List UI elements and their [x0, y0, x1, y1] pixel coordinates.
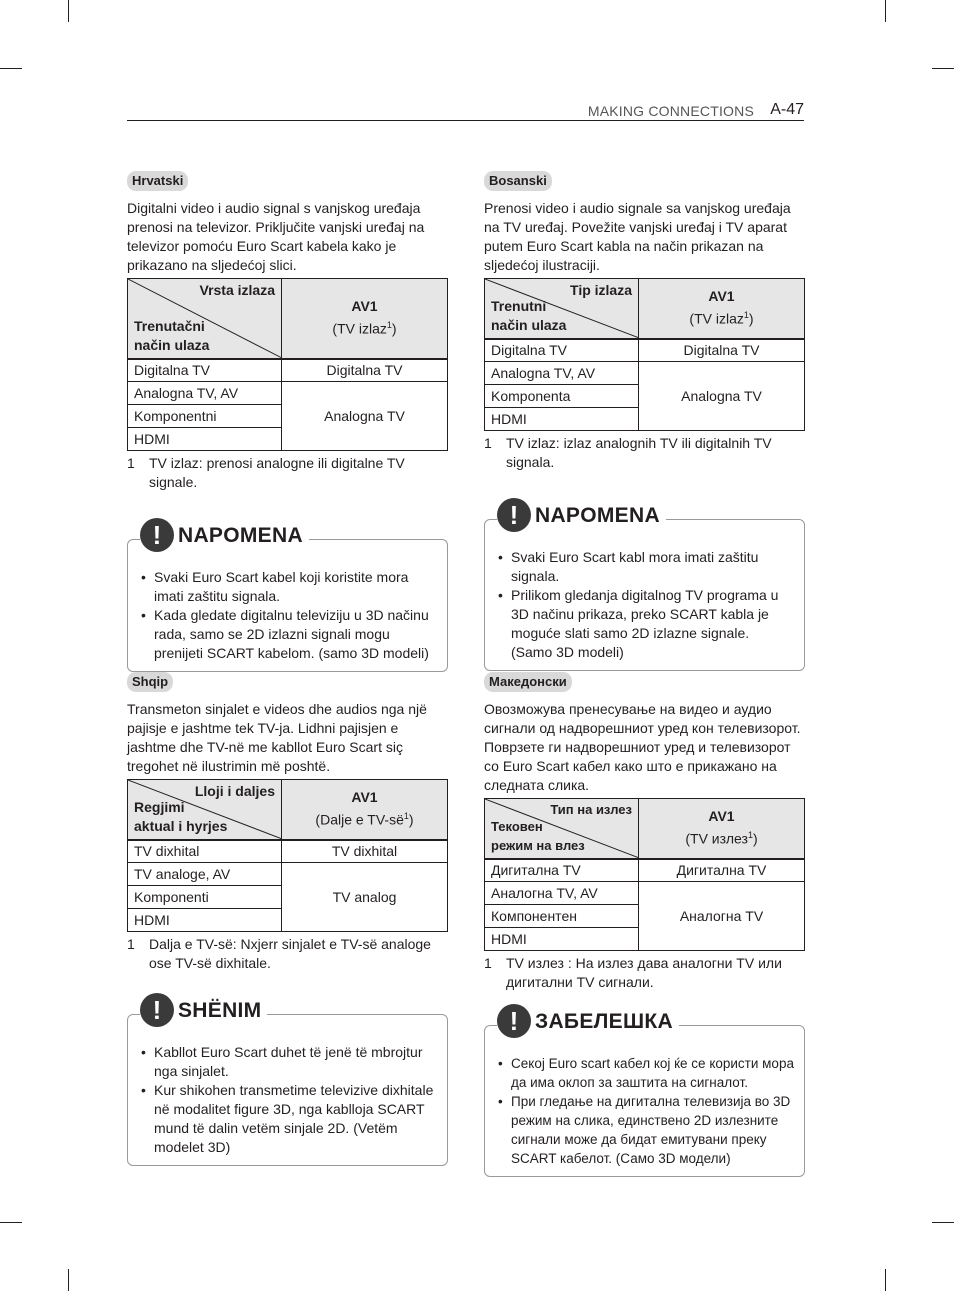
note-box	[484, 499, 805, 671]
footnote: 1 TV излез : На излез дава аналогни TV или дигитални TV сигнали.	[484, 955, 782, 990]
exclamation-icon: !	[140, 993, 174, 1027]
output-type-label: Lloji i daljes	[194, 783, 275, 799]
table-row: Komponenta	[485, 385, 639, 408]
table-row: HDMI	[485, 408, 639, 431]
footnote: 1 Dalja e TV-së: Nxjerr sinjalet e TV-së analoge ose TV-së dixhitale.	[127, 936, 431, 971]
input-mode-label: Trenutačni način ulaza	[134, 317, 210, 353]
intro-text: Transmeton sinjalet e videos dhe audios nga një pajisje e jashtme tek TV-ja. Lidhni pajisjen e jashtme dhe TV-në me kabllot Euro Scart siç tregohet në ilustrimin më poshtë.	[127, 701, 427, 774]
table-value: TV analog	[282, 863, 448, 932]
av1-header: AV1 (Dalje e $TV-së^1$)	[282, 780, 448, 840]
note-item: • Svaki Euro Scart kabl mora imati zaštitu signala.	[497, 548, 794, 586]
table-row: Digitalna TV	[128, 359, 282, 382]
table-row: TV dixhital	[128, 840, 282, 863]
intro-text: Prenosi video i audio signale sa vanjskog uređaja na TV uređaj. Povežite vanjski uređaj i TV aparat putem Euro Scart kabla na način prikazan na sljedećoj ilustraciji.	[484, 200, 791, 273]
table-value: Analogna TV	[639, 362, 805, 431]
section-shqip	[127, 672, 448, 1166]
table-value: Дигитална TV	[639, 859, 805, 882]
table-row: Аналогна TV, AV	[485, 882, 639, 905]
table-row: Компонентен	[485, 905, 639, 928]
note-heading	[497, 1004, 679, 1038]
crop-mark	[68, 0, 69, 22]
table-value: TV dixhital	[282, 840, 448, 863]
section-title: MAKING CONNECTIONS	[587, 103, 754, 119]
note-heading	[140, 518, 309, 552]
note-heading	[140, 993, 267, 1027]
language-tag: Hrvatski	[127, 171, 188, 191]
crop-mark	[932, 68, 954, 69]
page-header	[127, 101, 804, 121]
exclamation-icon: !	[140, 518, 174, 552]
language-tag: Shqip	[127, 672, 173, 692]
table-value: Аналогна TV	[639, 882, 805, 951]
note-item: • Секој Euro scart кабел кој ќе се користи мора да има оклоп за заштита на сигналот.	[497, 1054, 794, 1092]
av1-header: AV1 (TV izlaz$^1$)	[282, 279, 448, 359]
section-bosanski	[484, 171, 805, 671]
note-item: • При гледање на дигитална телевизија во 3D режим на слика, единствено 2D излезните сигнали може да бидат емитувани преку SCART кабелот. (Само 3D модели)	[497, 1092, 794, 1168]
exclamation-icon: !	[497, 1004, 531, 1038]
input-mode-label: Trenutni način ulaza	[491, 297, 567, 333]
table-row: HDMI	[485, 928, 639, 951]
table-row: Analogna TV, AV	[485, 362, 639, 385]
note-item: • Kabllot Euro Scart duhet të jenë të mbrojtur nga sinjalet.	[140, 1043, 437, 1081]
table-row: Komponentni	[128, 405, 282, 428]
table-row: TV analoge, AV	[128, 863, 282, 886]
connection-table	[484, 798, 805, 951]
table-corner	[485, 799, 639, 859]
table-row: HDMI	[128, 909, 282, 932]
footnote: 1 TV izlaz: prenosi analogne ili digitalne TV signale.	[127, 455, 405, 490]
av1-header: AV1 (TV izlaz$^1$)	[639, 279, 805, 339]
footnote: 1 TV izlaz: izlaz analognih TV ili digitalnih TV signala.	[484, 435, 772, 470]
table-corner	[485, 279, 639, 339]
note-heading	[497, 498, 666, 532]
connection-table	[484, 278, 805, 431]
page-number: A-47	[770, 101, 804, 118]
note-title: SHËNIM	[178, 998, 262, 1022]
table-value: Analogna TV	[282, 382, 448, 451]
output-type-label: Vrsta izlaza	[199, 282, 275, 298]
note-box	[127, 994, 448, 1166]
input-mode-label: Тековен режим на влез	[491, 818, 585, 853]
table-corner	[128, 279, 282, 359]
crop-mark	[932, 1222, 954, 1223]
table-value: Digitalna TV	[282, 359, 448, 382]
crop-mark	[885, 1269, 886, 1291]
note-title: NAPOMENA	[535, 503, 660, 527]
av1-header: AV1 (TV излез$^1$)	[639, 799, 805, 859]
note-title: ЗАБЕЛЕШКА	[535, 1009, 673, 1033]
crop-mark	[885, 0, 886, 22]
table-row: HDMI	[128, 428, 282, 451]
note-title: NAPOMENA	[178, 523, 303, 547]
language-tag: Македонски	[484, 672, 572, 692]
note-box	[127, 519, 448, 672]
table-row: Digitalna TV	[485, 339, 639, 362]
note-box	[484, 1005, 805, 1177]
exclamation-icon: !	[497, 498, 531, 532]
table-corner	[128, 780, 282, 840]
crop-mark	[0, 1222, 22, 1223]
output-type-label: Тип на излез	[550, 802, 632, 817]
table-row: Komponenti	[128, 886, 282, 909]
connection-table	[127, 779, 448, 932]
language-tag: Bosanski	[484, 171, 552, 191]
intro-text: Овозможува пренесување на видео и аудио сигнали од надворешниот уред кон телевизорот. Поврзете ги надворешниот уред и телевизорот со Euro Scart кабел како што е прикажано на следната слика.	[484, 701, 801, 793]
crop-mark	[68, 1269, 69, 1291]
section-makedonski	[484, 672, 805, 1177]
table-row: Дигитална TV	[485, 859, 639, 882]
crop-mark	[0, 68, 22, 69]
note-item: • Prilikom gledanja digitalnog TV programa u 3D načinu prikaza, preko SCART kabla je moguće slati samo 2D izlazne signale. (Samo 3D modeli)	[497, 586, 794, 662]
note-item: • Kada gledate digitalnu televiziju u 3D načinu rada, samo se 2D izlazni signali mogu prenijeti SCART kabelom. (samo 3D modeli)	[140, 606, 437, 663]
table-row: Analogna TV, AV	[128, 382, 282, 405]
note-item: • Kur shikohen transmetime televizive dixhitale në modalitet figure 3D, nga kablloja SCART mund të dalin vetëm sinjale 2D. (Vetëm modelet 3D)	[140, 1081, 437, 1157]
connection-table	[127, 278, 448, 451]
intro-text: Digitalni video i audio signal s vanjskog uređaja prenosi na televizor. Priključite vanjski uređaj na televizor pomoću Euro Scart kabela kako je prikazano na sljedećoj slici.	[127, 200, 425, 273]
section-hrvatski	[127, 171, 448, 672]
table-value: Digitalna TV	[639, 339, 805, 362]
output-type-label: Tip izlaza	[570, 282, 632, 298]
note-item: • Svaki Euro Scart kabel koji koristite mora imati zaštitu signala.	[140, 568, 437, 606]
input-mode-label: Regjimi aktual i hyrjes	[134, 798, 228, 834]
